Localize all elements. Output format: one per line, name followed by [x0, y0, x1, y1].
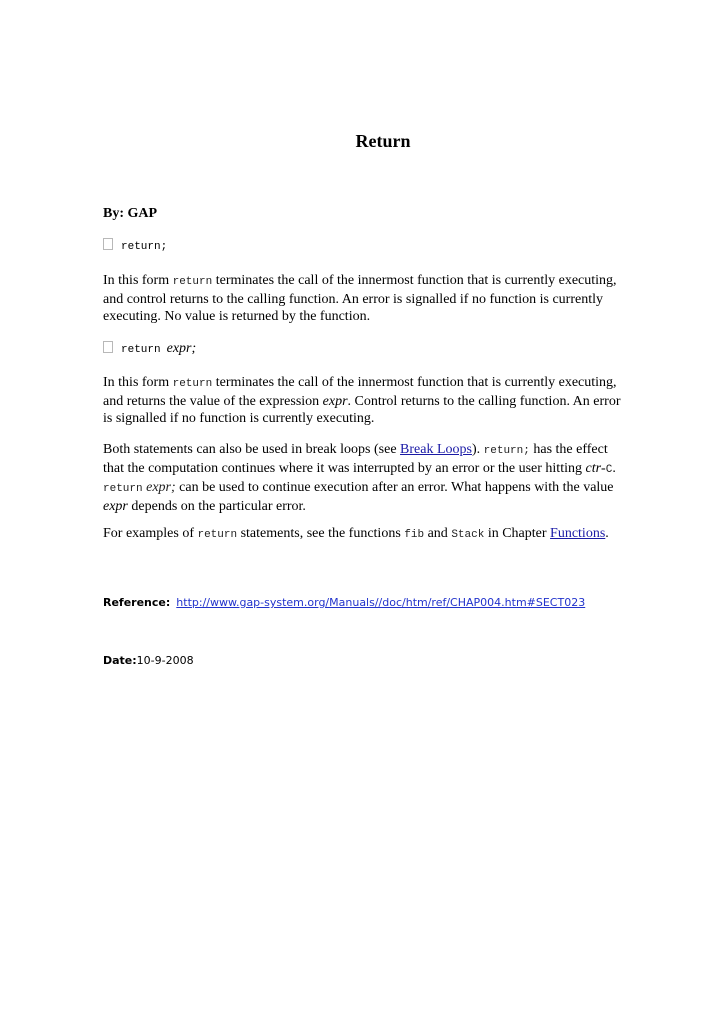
inline-code: return	[172, 378, 213, 390]
text: has the effect that the computation continues where it was interrupted by an error or the user hitting	[103, 442, 608, 476]
syntax-argument: expr;	[166, 341, 197, 356]
text: -	[601, 461, 606, 476]
text: In this form	[103, 273, 173, 288]
text: . Control returns to the calling function. An error is signalled if no function is currently executing.	[103, 394, 621, 426]
inline-code: return	[172, 276, 213, 288]
link-break-loops[interactable]: Break Loops	[400, 442, 472, 457]
text: In this form	[103, 375, 173, 390]
inline-code: Stack	[451, 529, 485, 541]
paragraph-return-form	[103, 272, 623, 325]
page-title: Return	[355, 131, 411, 151]
link-functions[interactable]: Functions	[550, 526, 606, 541]
text: For examples of	[103, 526, 198, 541]
italic-term: expr;	[146, 480, 176, 495]
inline-code: fib	[404, 529, 425, 541]
syntax-return	[103, 238, 167, 256]
paragraph-examples	[103, 525, 623, 544]
syntax-keyword: return	[121, 344, 161, 356]
paragraph-return-expr-form	[103, 374, 623, 427]
text: ).	[471, 442, 484, 457]
paragraph-break-loops	[103, 441, 623, 515]
date-value: 10-9-2008	[136, 654, 194, 667]
inline-code: return;	[483, 445, 530, 457]
syntax-return-expr	[103, 340, 196, 359]
inline-code: return	[103, 483, 143, 495]
syntax-keyword: return;	[121, 241, 168, 253]
text: terminates the call of the innermost function that is currently executing, and returns the value of the expression	[103, 375, 617, 409]
reference-label: Reference:	[103, 596, 171, 609]
italic-term: expr	[322, 394, 348, 409]
reference-link[interactable]: http://www.gap-system.org/Manuals//doc/htm/ref/CHAP004.htm#SECT023	[176, 596, 586, 609]
italic-term: ctr	[585, 461, 602, 476]
text: can be used to continue execution after an error. What happens with the value	[175, 480, 614, 495]
date-line	[103, 652, 194, 669]
text: and	[424, 526, 452, 541]
date-label: Date:	[103, 654, 137, 667]
text: in Chapter	[484, 526, 551, 541]
author-byline: By: GAP	[103, 206, 158, 221]
text: .	[605, 526, 609, 541]
bullet-box-icon	[103, 341, 113, 353]
italic-term: expr	[103, 499, 128, 514]
reference-line	[103, 594, 585, 611]
bullet-box-icon	[103, 238, 113, 250]
inline-code: return	[197, 529, 238, 541]
text: Both statements can also be used in break loops (see	[103, 442, 401, 457]
text: depends on the particular error.	[127, 499, 306, 514]
text: statements, see the functions	[237, 526, 405, 541]
text: terminates the call of the innermost function that is currently executing, and control returns to the calling function. An error is signalled if no function is currently executing. No value is returned by the function.	[103, 273, 617, 324]
inline-code: C	[605, 464, 613, 476]
text: .	[612, 461, 616, 476]
